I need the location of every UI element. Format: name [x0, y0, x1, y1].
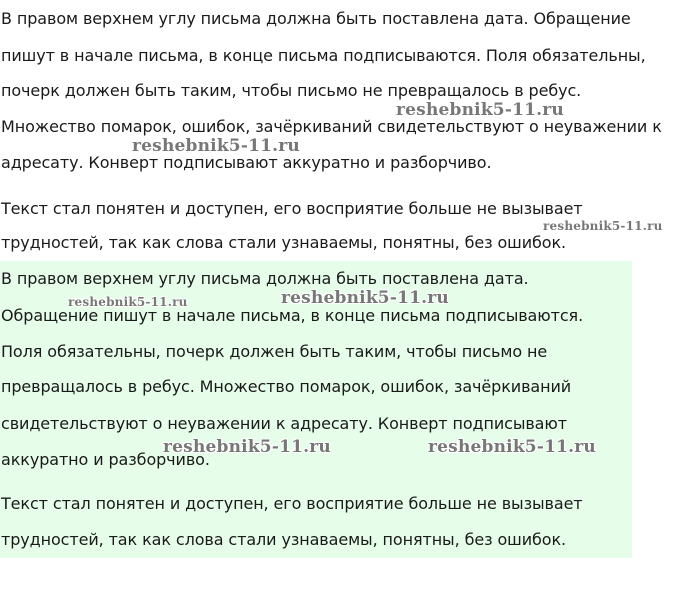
watermark: reshebnik5-11.ru	[132, 136, 300, 156]
text-line: Текст стал понятен и доступен, его восприятие больше не вызывает	[1, 494, 583, 513]
text-line: Обращение пишут в начале письма, в конце письма подписываются.	[1, 306, 584, 325]
watermark: reshebnik5-11.ru	[396, 100, 564, 120]
watermark: reshebnik5-11.ru	[428, 437, 596, 457]
watermark: reshebnik5-11.ru	[68, 295, 188, 309]
text-line: аккуратно и разборчиво.	[1, 450, 210, 469]
watermark: reshebnik5-11.ru	[281, 288, 449, 308]
text-line: свидетельствуют о неуважении к адресату. Конверт подписывают	[1, 414, 567, 433]
text-line: В правом верхнем углу письма должна быть поставлена дата.	[1, 269, 529, 288]
text-line: почерк должен быть таким, чтобы письмо не превращалось в ребус.	[1, 81, 582, 100]
text-line: адресату. Конверт подписывают аккуратно и разборчиво.	[1, 153, 492, 172]
text-line: трудностей, так как слова стали узнаваемы, понятны, без ошибок.	[1, 530, 567, 549]
text-line: Множество помарок, ошибок, зачёркиваний свидетельствуют о неуважении к	[1, 117, 662, 136]
text-line: В правом верхнем углу письма должна быть поставлена дата. Обращение	[1, 9, 631, 28]
text-line: трудностей, так как слова стали узнаваемы, понятны, без ошибок.	[1, 233, 567, 252]
text-line: Текст стал понятен и доступен, его восприятие больше не вызывает	[1, 199, 583, 218]
text-line: Поля обязательны, почерк должен быть таким, чтобы письмо не	[1, 342, 548, 361]
watermark: reshebnik5-11.ru	[543, 219, 663, 233]
watermark: reshebnik5-11.ru	[163, 437, 331, 457]
text-line: пишут в начале письма, в конце письма подписываются. Поля обязательны,	[1, 46, 646, 65]
text-line: превращалось в ребус. Множество помарок, ошибок, зачёркиваний	[1, 377, 572, 396]
